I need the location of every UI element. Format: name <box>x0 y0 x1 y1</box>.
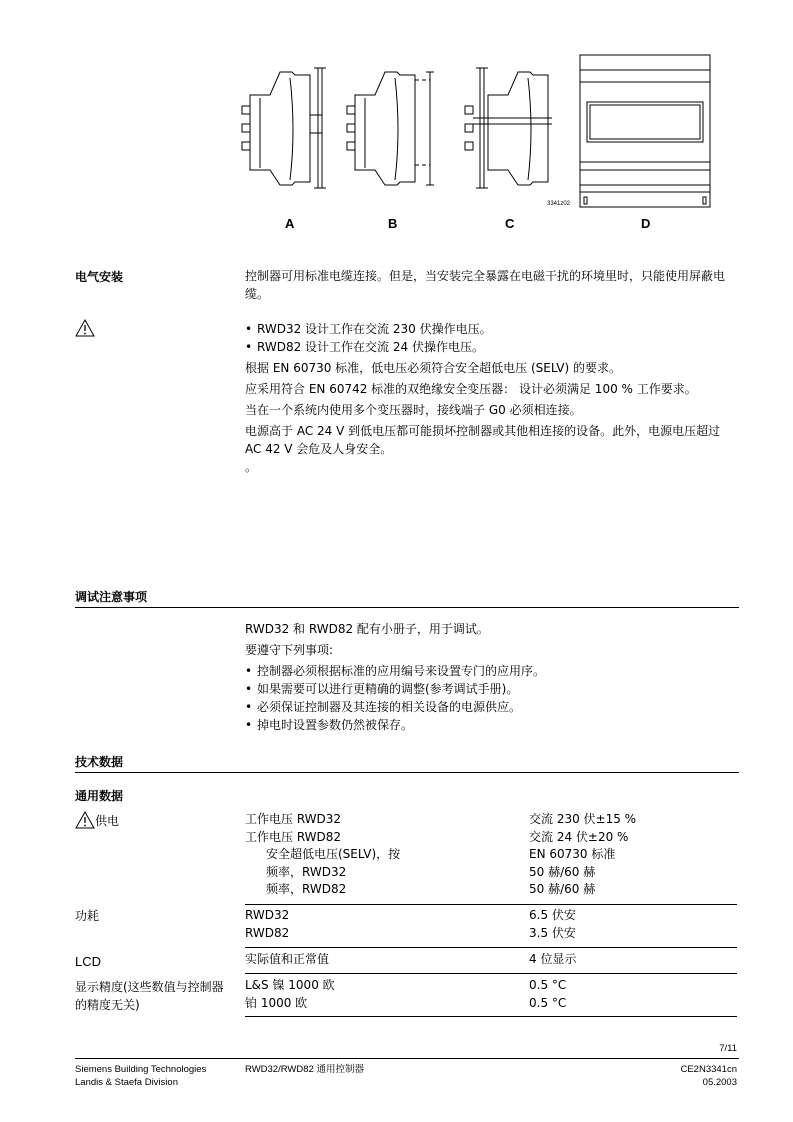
lcd-label: LCD <box>75 954 102 969</box>
commissioning-body <box>245 620 735 734</box>
footer-division: Landis & Staefa Division <box>75 1077 178 1088</box>
drawing-c <box>465 68 552 188</box>
spec-value: 4 位显示 <box>529 952 577 966</box>
drawing-b <box>347 72 434 185</box>
spec-value: EN 60730 标准 <box>529 847 616 861</box>
spec-value: 0.5 °C <box>529 996 567 1010</box>
spec-key: 工作电压 RWD32 <box>245 812 342 826</box>
spec-key: 频率，RWD32 <box>266 865 347 879</box>
list-item: • 必须保证控制器及其连接的相关设备的电源供应。 <box>245 698 735 716</box>
footer-doc-id: CE2N3341cn <box>680 1064 737 1075</box>
consumption-label: 功耗 <box>75 909 100 923</box>
list-item: • RWD32 设计工作在交流 230 伏操作电压。 <box>245 320 735 338</box>
spec-key: RWD32 <box>245 908 290 922</box>
drawing-d <box>580 55 710 207</box>
divider <box>245 947 737 948</box>
divider <box>245 1016 737 1017</box>
power-supply-label: 供电 <box>95 814 120 828</box>
spec-value: 交流 230 伏±15 % <box>529 812 637 826</box>
spec-key: RWD82 <box>245 926 290 940</box>
spec-key: 工作电压 RWD82 <box>245 830 342 844</box>
figure-label-c: C <box>505 216 515 231</box>
spec-value: 0.5 °C <box>529 978 567 992</box>
spec-value: 50 赫/60 赫 <box>529 882 596 896</box>
electrical-line: 电源高于 AC 24 V 到低电压都可能损坏控制器或其他相连接的设备。此外，电源电压超过 AC 42 V 会危及人身安全。 <box>245 424 721 456</box>
divider <box>245 973 737 974</box>
commissioning-bullets <box>245 662 735 734</box>
electrical-text: 控制器可用标准电缆连接。但是，当安装完全暴露在电磁干扰的环境里时，只能使用屏蔽电缆。 <box>245 269 726 301</box>
spec-key: L&S 镍 1000 欧 <box>245 978 335 992</box>
spec-value: 交流 24 伏±20 % <box>529 830 629 844</box>
electrical-details <box>245 320 735 476</box>
electrical-line: 应采用符合 EN 60742 标准的双绝缘安全变压器： 设计必须满足 100 % 工作要求。 <box>245 382 697 396</box>
commissioning-heading: 调试注意事项 <box>75 590 148 604</box>
installation-figure <box>230 50 730 240</box>
electrical-line: 根据 EN 60730 标准，低电压必须符合安全超低电压 (SELV) 的要求。 <box>245 361 621 375</box>
figure-label-d: D <box>641 216 651 231</box>
divider <box>75 772 739 773</box>
electrical-line: 。 <box>245 460 258 474</box>
footer-company: Siemens Building Technologies <box>75 1064 207 1075</box>
page-number: 7/11 <box>719 1043 737 1054</box>
footer-date: 05.2003 <box>702 1077 737 1088</box>
accuracy-label: 显示精度(这些数值与控制器的精度无关) <box>75 980 224 1012</box>
spec-value: 6.5 伏安 <box>529 908 576 922</box>
list-item: • RWD82 设计工作在交流 24 伏操作电压。 <box>245 338 735 356</box>
divider <box>75 607 739 608</box>
electrical-heading: 电气安装 <box>75 270 124 284</box>
warning-triangle-icon <box>75 319 95 337</box>
tech-heading: 技术数据 <box>75 755 124 769</box>
electrical-bullets <box>245 320 735 356</box>
spec-value: 50 赫/60 赫 <box>529 865 596 879</box>
warning-triangle-icon <box>75 811 95 829</box>
commissioning-intro: 要遵守下列事项: <box>245 643 334 657</box>
divider <box>245 904 737 905</box>
list-item: • 如果需要可以进行更精确的调整(参考调试手册)。 <box>245 680 735 698</box>
drawing-a <box>242 68 326 188</box>
commissioning-intro: RWD32 和 RWD82 配有小册子，用于调试。 <box>245 622 489 636</box>
footer-product: RWD32/RWD82 通用控制器 <box>245 1064 364 1075</box>
electrical-line: 当在一个系统内使用多个变压器时，接线端子 G0 必须相连接。 <box>245 403 582 417</box>
spec-key: 铂 1000 欧 <box>245 996 308 1010</box>
spec-value: 3.5 伏安 <box>529 926 576 940</box>
spec-key: 频率，RWD82 <box>266 882 347 896</box>
figure-code: 3341z02 <box>547 201 571 207</box>
list-item: • 掉电时设置参数仍然被保存。 <box>245 716 735 734</box>
general-heading: 通用数据 <box>75 789 124 803</box>
figure-label-b: B <box>388 216 398 231</box>
spec-key: 实际值和正常值 <box>245 952 330 966</box>
spec-key: 安全超低电压(SELV)，按 <box>266 847 401 861</box>
mounting-drawings <box>230 50 730 240</box>
figure-label-a: A <box>285 216 295 231</box>
list-item: • 控制器必须根据标准的应用编号来设置专门的应用序。 <box>245 662 735 680</box>
footer-divider <box>75 1058 739 1059</box>
